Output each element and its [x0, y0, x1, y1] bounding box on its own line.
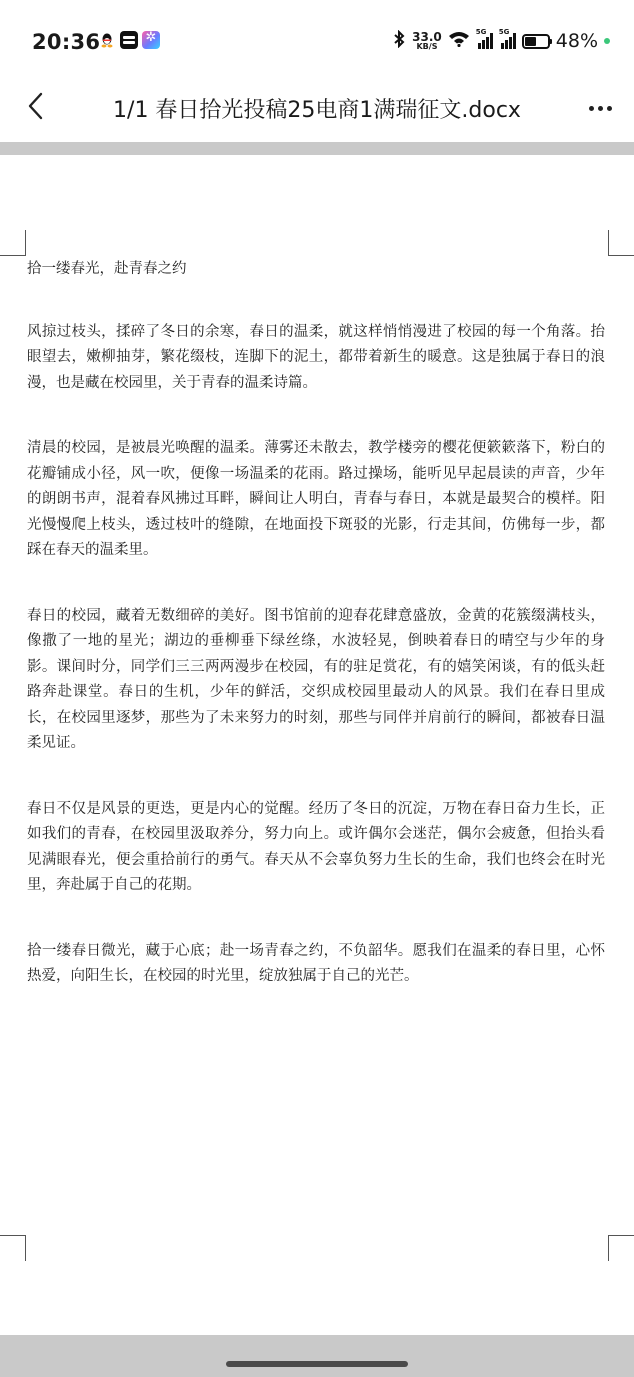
signal-icon-1 — [475, 28, 493, 49]
margin-corner-top-left — [0, 230, 26, 256]
back-button[interactable] — [20, 92, 52, 124]
app-sparkle-icon — [142, 31, 160, 49]
chevron-left-icon — [27, 92, 45, 124]
bluetooth-icon — [392, 30, 406, 52]
status-bar — [0, 0, 634, 84]
document-heading: 拾一缕春光，赴青春之约 — [27, 261, 187, 277]
margin-corner-bottom-left — [0, 1235, 26, 1261]
status-right — [392, 30, 610, 52]
battery-percent: 48% — [555, 30, 598, 52]
document-paragraph: 拾一缕春日微光，藏于心底；赴一场青春之约，不负韶华。愿我们在温柔的春日里，心怀热爱，向阳生长，在校园的时光里，绽放独属于自己的光芒。 — [27, 942, 605, 984]
document-title: 1/1 春日拾光投稿25电商1满瑞征文.docx — [113, 98, 521, 123]
capcut-icon — [120, 31, 138, 49]
net-speed-unit: KB/S — [416, 42, 438, 51]
battery-icon — [522, 34, 550, 49]
home-indicator[interactable] — [226, 1361, 408, 1367]
document-body — [27, 257, 605, 1030]
app-header — [0, 84, 634, 142]
signal-tag-2: 5G — [498, 28, 510, 36]
more-dot-icon — [607, 106, 612, 111]
qq-icon — [98, 31, 116, 49]
viewer-gutter-top — [0, 142, 634, 155]
document-page[interactable] — [0, 155, 634, 1335]
more-options-button[interactable] — [584, 92, 616, 124]
more-dot-icon — [589, 106, 594, 111]
notification-icons — [98, 31, 160, 49]
margin-corner-top-right — [608, 230, 634, 256]
net-speed — [412, 31, 442, 51]
document-paragraph: 清晨的校园，是被晨光唤醒的温柔。薄雾还未散去，教学楼旁的樱花便簌簌落下，粉白的花瓣铺成小径，风一吹，便像一场温柔的花雨。路过操场，能听见早起晨读的声音，少年的朗朗书声，混着春风拂过耳畔，瞬间让人明白，青春与春日，本就是最契合的模样。阳光慢慢爬上枝头，透过枝叶的缝隙，在地面投下斑驳的光影，行走其间，仿佛每一步，都踩在春天的温柔里。 — [27, 440, 605, 558]
document-paragraph: 风掠过枝头，揉碎了冬日的余寒，春日的温柔，就这样悄悄漫进了校园的每一个角落。抬眼望去，嫩柳抽芽，繁花缀枝，连脚下的泥土，都带着新生的暖意。这是独属于春日的浪漫，也是藏在校园里，关于青春的温柔诗篇。 — [27, 323, 605, 391]
more-dot-icon — [598, 106, 603, 111]
document-paragraph: 春日的校园，藏着无数细碎的美好。图书馆前的迎春花肆意盛放，金黄的花簇缀满枝头，像撒了一地的星光；湖边的垂柳垂下绿丝绦，水波轻晃，倒映着春日的晴空与少年的身影。课间时分，同学们三三两两漫步在校园，有的驻足赏花，有的嬉笑闲谈，有的低头赶路奔赴课堂。春日的生机，少年的鲜活，交织成校园里最动人的风景。我们在春日里成长，在校园里逐梦，那些为了未来努力的时刻，那些与同伴并肩前行的瞬间，都被春日温柔见证。 — [27, 607, 605, 751]
wifi-icon — [448, 31, 470, 51]
net-speed-value: 33.0 — [412, 30, 442, 44]
margin-corner-bottom-right — [608, 1235, 634, 1261]
signal-icon-2 — [498, 28, 516, 49]
status-time: 20:36 — [32, 30, 101, 54]
document-paragraph: 春日不仅是风景的更迭，更是内心的觉醒。经历了冬日的沉淀，万物在春日奋力生长，正如我们的青春，在校园里汲取养分，努力向上。或许偶尔会迷茫，偶尔会疲惫，但抬头看见满眼春光，便会重拾前行的勇气。春天从不会辜负努力生长的生命，我们也终会在时光里，奔赴属于自己的花期。 — [27, 800, 605, 893]
privacy-indicator-dot — [604, 38, 610, 44]
signal-tag-1: 5G — [475, 28, 487, 36]
system-nav-bar — [0, 1335, 634, 1377]
